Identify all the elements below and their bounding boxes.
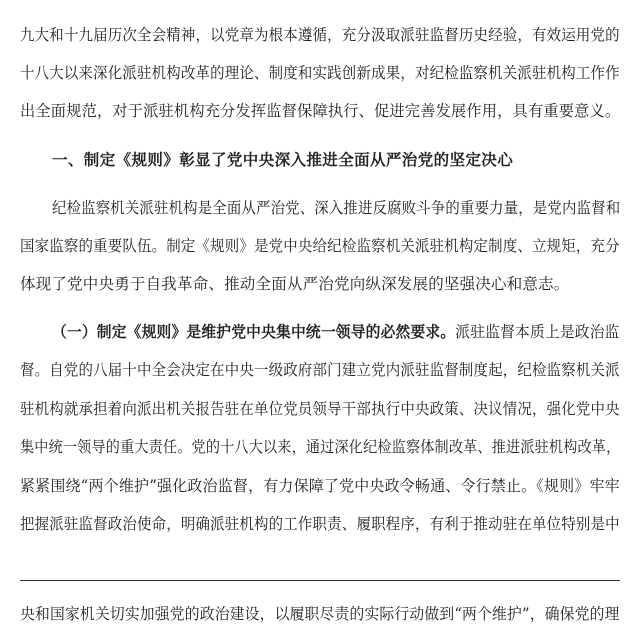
- page-break-divider: [20, 580, 620, 581]
- paragraph-line: 九大和十九届历次全会精神，以党章为根本遵循，充分汲取派驻监督历史经验，有效运用党的: [20, 26, 620, 44]
- paragraph-line: 十八大以来深化派驻机构改革的理论、制度和实践创新成果，对纪检监察机关派驻机构工作作: [20, 64, 620, 82]
- section-heading: 一、制定《规则》彰显了党中央深入推进全面从严治党的坚定决心: [52, 150, 514, 169]
- paragraph-line: 出全面规范，对于派驻机构充分发挥监督保障执行、促进完善发展作用，具有重要意义。: [20, 102, 621, 120]
- paragraph-line: 央和国家机关切实加强党的政治建设，以履职尽责的实际行动做到“两个维护”，确保党的理: [20, 605, 620, 623]
- paragraph-line: 国家监察的重要队伍。制定《规则》是党中央给纪检监察机关派驻机构定制度、立规矩，充分: [20, 237, 620, 255]
- paragraph-line: 集中统一领导的重大责任。党的十八大以来，通过深化纪检监察体制改革、推进派驻机构改革，: [20, 438, 621, 456]
- paragraph-text: 派驻监督本质上是政治监: [455, 323, 620, 341]
- paragraph-first-line: [52, 322, 620, 342]
- paragraph-line: 体现了党中央勇于自我革命、推动全面从严治党向纵深发展的坚强决心和意志。: [20, 275, 570, 293]
- paragraph-line: 驻机构就承担着向派出机关报告驻在单位党员领导干部执行中央政策、决议情况，强化党中央: [20, 400, 620, 418]
- paragraph-line: 纪检监察机关派驻机构是全面从严治党、深入推进反腐败斗争的重要力量，是党内监督和: [52, 199, 621, 217]
- paragraph-line: 督。自党的八届十中全会决定在中央一级政府部门建立党内派驻监督制度起，纪检监察机关派: [20, 361, 620, 379]
- paragraph-line: 把握派驻监督政治使命，明确派驻机构的工作职责、履职程序，有利于推动驻在单位特别是中: [20, 515, 620, 533]
- subsection-lead: （一）制定《规则》是维护党中央集中统一领导的必然要求。: [52, 322, 456, 341]
- paragraph-line: 紧紧围绕“两个维护”强化政治监督，有力保障了党中央政令畅通、令行禁止。《规则》牢牢: [20, 477, 620, 495]
